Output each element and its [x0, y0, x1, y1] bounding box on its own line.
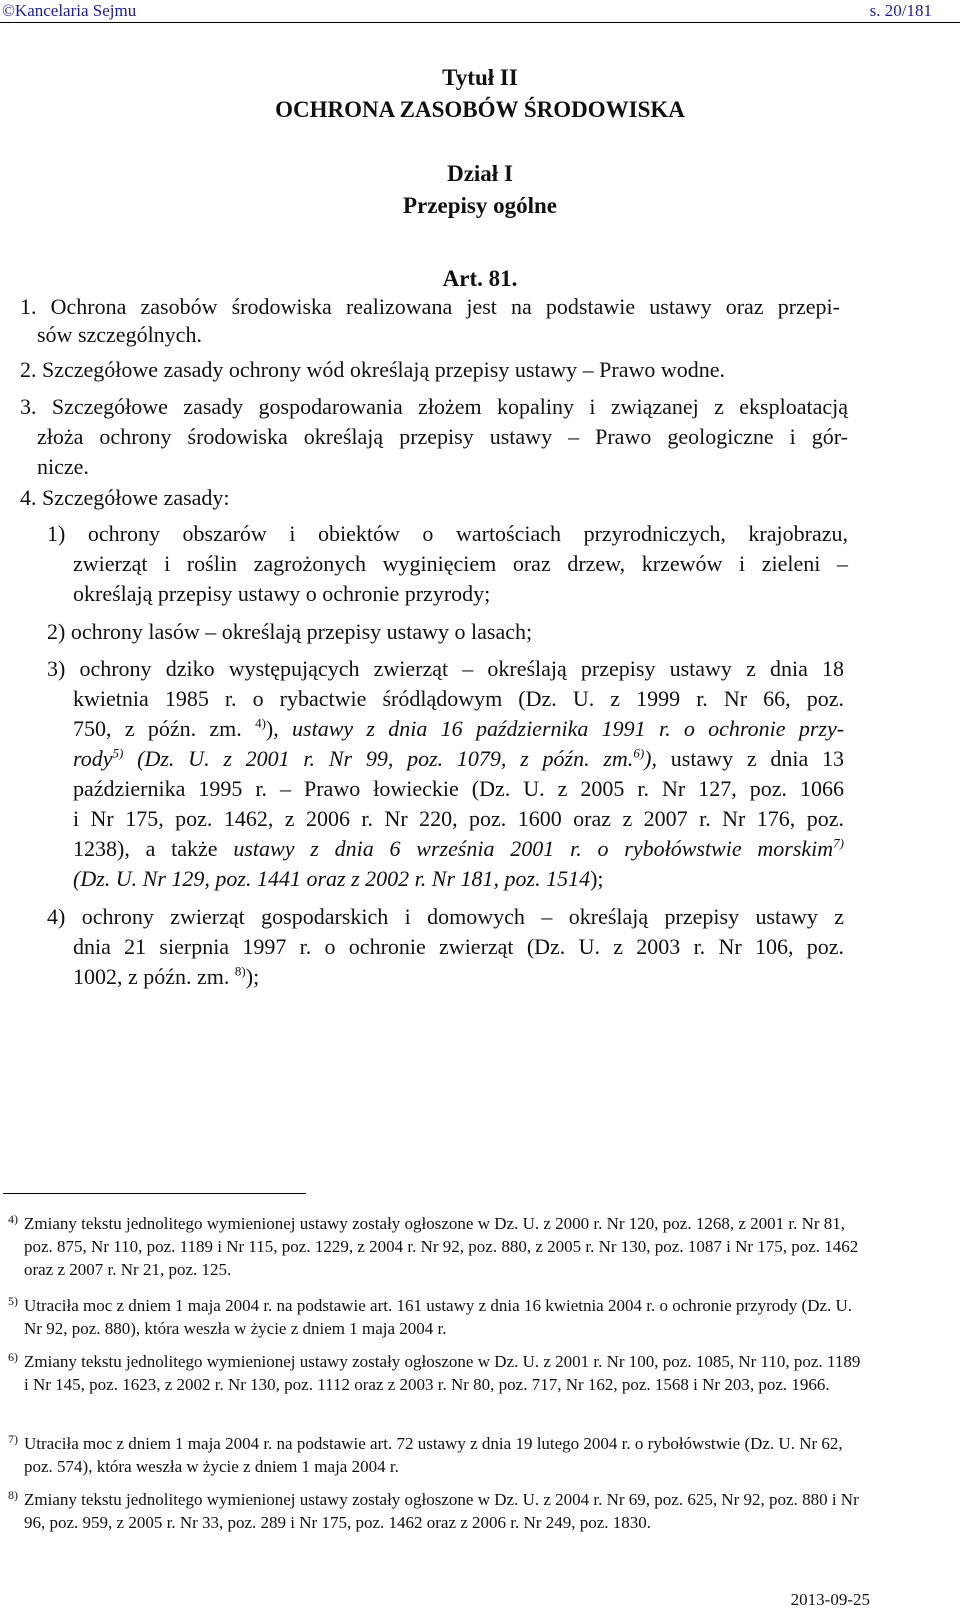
section-number: Dział I [447, 161, 513, 186]
item-3-line-7-b: ustawy z dnia 6 września 2001 r. o rybołówstwie morskim [233, 836, 834, 861]
footnote-7 [8, 1432, 868, 1478]
footnote-4-mark: 4) [8, 1212, 18, 1226]
title-number: Tytuł II [442, 65, 518, 90]
item-4-line-1: 4) ochrony zwierząt gospodarskich i domowych – określają przepisy ustawy z [47, 904, 844, 929]
footnote-8-mark: 8) [8, 1488, 18, 1502]
item-2: 2) ochrony lasów – określają przepisy ustawy o lasach; [47, 619, 533, 644]
item-3-line-2: kwietnia 1985 r. o rybactwie śródlądowym (Dz. U. z 1999 r. Nr 66, poz. [73, 686, 844, 711]
page-number: s. 20/181 [869, 1, 932, 20]
item-3-line-8-a: (Dz. U. Nr 129, poz. 1441 oraz z 2002 r. Nr 181, poz. 1514 [73, 866, 591, 891]
article-heading: Art. 81. [442, 266, 518, 291]
item-3-line-4-c: ), [644, 746, 657, 771]
footnote-7-text: Utraciła moc z dniem 1 maja 2004 r. na podstawie art. 72 ustawy z dnia 19 lutego 2004 r. o rybołówstwie (Dz. U. Nr 62, poz. 574), która weszła w życie z dniem 1 maja 2004 r. [24, 1434, 843, 1476]
item-4-line-3 [73, 962, 259, 991]
paragraph-4: 4. Szczegółowe zasady: [20, 485, 230, 510]
footnote-4 [8, 1212, 868, 1281]
item-3-line-1: 3) ochrony dziko występujących zwierząt – określają przepisy ustawy z dnia 18 [47, 656, 844, 681]
footnote-8-text: Zmiany tekstu jednolitego wymienionej ustawy zostały ogłoszone w Dz. U. z 2004 r. Nr 69, poz. 625, Nr 92, poz. 880 i Nr 96, poz. 959, z 2005 r. Nr 33, poz. 289 i Nr 175, poz. 1462 oraz z 2006 r. Nr 249, poz. 1830. [24, 1490, 859, 1532]
title-block [0, 62, 960, 126]
paragraph-3-line-3: nicze. [37, 454, 89, 479]
footnote-6-mark: 6) [8, 1350, 18, 1364]
item-3-line-4-b: (Dz. U. z 2001 r. Nr 99, poz. 1079, z późn. zm. [137, 746, 634, 771]
item-3-line-7-a: 1238), a także [73, 836, 218, 861]
copyright-label: ©Kancelaria Sejmu [2, 1, 137, 20]
item-3-line-8-b: ); [590, 866, 604, 891]
item-4-line-3-a: 1002, z późn. zm. [73, 964, 230, 989]
section-block [0, 158, 960, 222]
paragraph-1-line-1: 1. Ochrona zasobów środowiska realizowana jest na podstawie ustawy oraz przepi- [20, 294, 840, 319]
page-header [0, 0, 960, 22]
footnote-ref-5: 5) [112, 745, 124, 761]
header-divider [0, 22, 960, 23]
item-3-line-8 [73, 864, 604, 893]
footnote-divider [3, 1193, 306, 1194]
footnote-7-mark: 7) [8, 1432, 18, 1446]
item-3-line-6: i Nr 175, poz. 1462, z 2006 r. Nr 220, poz. 1600 oraz z 2007 r. Nr 176, poz. [73, 806, 844, 831]
paragraph-1-line-2: sów szczególnych. [37, 322, 202, 347]
footnote-8 [8, 1488, 868, 1534]
footnote-5 [8, 1294, 868, 1340]
item-3-line-3-a: 750, z późn. zm. [73, 716, 242, 741]
item-3-line-4-a: rody [73, 746, 113, 771]
footnote-5-text: Utraciła moc z dniem 1 maja 2004 r. na podstawie art. 161 ustawy z dnia 16 kwietnia 2004 r. o ochronie przyrody (Dz. U. Nr 92, poz. 880), która weszła w życie z dniem 1 maja 2004 r. [24, 1296, 853, 1338]
item-1-line-1: 1) ochrony obszarów i obiektów o wartościach przyrodniczych, krajobrazu, [47, 521, 848, 546]
footnote-ref-7: 7) [833, 835, 845, 851]
footnote-ref-8: 8) [234, 963, 246, 979]
footnote-ref-4: 4) [255, 715, 266, 731]
footnote-5-mark: 5) [8, 1294, 18, 1308]
item-3-line-3-c: ustawy z dnia 16 października 1991 r. o ochronie przy- [292, 716, 845, 741]
item-4-line-3-b: ); [245, 964, 260, 989]
item-3-line-7 [73, 834, 844, 863]
item-3-line-5: października 1995 r. – Prawo łowieckie (Dz. U. z 2005 r. Nr 127, poz. 1066 [73, 776, 844, 801]
item-1-line-3: określają przepisy ustawy o ochronie przyrody; [73, 581, 491, 606]
paragraph-2: 2. Szczegółowe zasady ochrony wód określają przepisy ustawy – Prawo wodne. [20, 357, 726, 382]
paragraph-3-line-2: złoża ochrony środowiska określają przepisy ustawy – Prawo geologiczne i gór- [37, 424, 848, 449]
document-date: 2013-09-25 [790, 1590, 870, 1609]
title-name: OCHRONA ZASOBÓW ŚRODOWISKA [275, 97, 685, 122]
item-1-line-2: zwierząt i roślin zagrożonych wyginięciem oraz drzew, krzewów i zieleni – [73, 551, 848, 576]
item-3-line-3 [73, 714, 844, 743]
item-3-line-3-b: ), [265, 716, 279, 741]
footnote-6 [8, 1350, 868, 1396]
item-4-line-2: dnia 21 sierpnia 1997 r. o ochronie zwierząt (Dz. U. z 2003 r. Nr 106, poz. [73, 934, 844, 959]
footnote-ref-6: 6) [633, 745, 645, 761]
section-name: Przepisy ogólne [403, 193, 557, 218]
footnote-4-text: Zmiany tekstu jednolitego wymienionej ustawy zostały ogłoszone w Dz. U. z 2000 r. Nr 120, poz. 1268, z 2001 r. Nr 81, poz. 875, Nr 110, poz. 1189 i Nr 115, poz. 1229, z 2004 r. Nr 92, poz. 880, z 2005 r. Nr 130, poz. 1087 i Nr 175, poz. 1462 oraz z 2007 r. Nr 21, poz. 125. [24, 1214, 859, 1279]
footnote-6-text: Zmiany tekstu jednolitego wymienionej ustawy zostały ogłoszone w Dz. U. z 2001 r. Nr 100, poz. 1085, Nr 110, poz. 1189 i Nr 145, poz. 1623, z 2002 r. Nr 130, poz. 1112 oraz z 2003 r. Nr 80, poz. 717, Nr 162, poz. 1568 i Nr 203, poz. 1966. [24, 1352, 861, 1394]
item-3-line-4-d: ustawy z dnia 13 [670, 746, 845, 771]
paragraph-3-line-1: 3. Szczegółowe zasady gospodarowania złożem kopaliny i związanej z eksploatacją [20, 394, 848, 419]
item-3-line-4 [73, 744, 844, 773]
